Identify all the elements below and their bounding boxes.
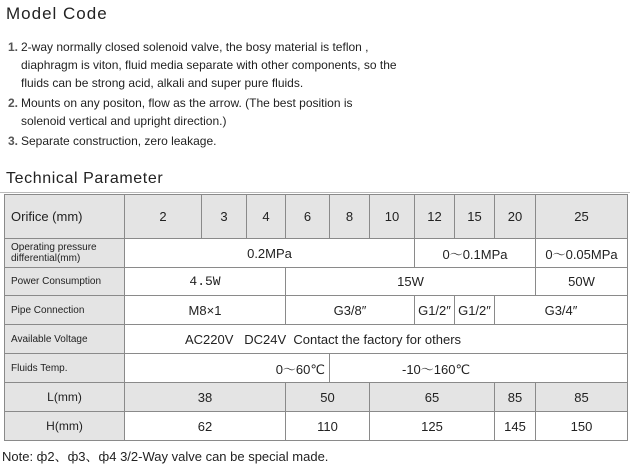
h-cell: 145 [495,412,536,441]
orifice-cell: 3 [202,195,247,239]
orifice-cell: 10 [370,195,415,239]
h-cell: 125 [370,412,495,441]
orifice-cell: 4 [247,195,286,239]
note-number: 2. [8,96,19,110]
technical-parameter-heading: Technical Parameter [6,170,164,187]
note-item [8,132,608,150]
table-row-h [5,412,628,441]
table-row-pressure [5,239,628,268]
pipe-cell: G1/2″ [455,296,495,325]
orifice-label: Orifice (mm) [5,195,125,239]
note-item [8,38,608,92]
temp-cell: -10～160℃ [330,354,628,383]
pipe-cell: G3/8″ [286,296,415,325]
temp-label: Fluids Temp. [5,354,125,383]
h-label: H(mm) [5,412,125,441]
table-row-l [5,383,628,412]
l-cell: 38 [125,383,286,412]
pressure-cell: 0～0.05MPa [536,239,628,268]
orifice-cell: 2 [125,195,202,239]
orifice-cell: 20 [495,195,536,239]
table-row-voltage [5,325,628,354]
note-line: fluids can be strong acid, alkali and super pure fluids. [21,76,304,90]
pressure-label: Operating pressure differential(mm) [5,239,125,268]
spec-table [4,194,628,441]
table-row-orifice [5,195,628,239]
pressure-cell: 0～0.1MPa [415,239,536,268]
pipe-cell: G1/2″ [415,296,455,325]
voltage-label: Available Voltage [5,325,125,354]
temp-cell: 0～60℃ [125,354,330,383]
note-item [8,94,608,130]
note-line: 2-way normally closed solenoid valve, the bosy material is teflon , [21,40,369,54]
power-label: Power Consumption [5,268,125,296]
orifice-cell: 12 [415,195,455,239]
power-cell: 4.5W [125,268,286,296]
footnote: Note: ф2、ф3、ф4 3/2-Way valve can be special made. [2,449,329,464]
pressure-cell: 0.2MPa [125,239,415,268]
l-cell: 50 [286,383,370,412]
h-cell: 62 [125,412,286,441]
l-cell: 85 [536,383,628,412]
orifice-cell: 25 [536,195,628,239]
orifice-cell: 8 [330,195,370,239]
power-cell: 15W [286,268,536,296]
note-line: solenoid vertical and upright direction.) [21,114,227,128]
voltage-cell: AC220V DC24V Contact the factory for others [125,325,628,354]
pipe-cell: G3/4″ [495,296,628,325]
note-number: 1. [8,40,19,54]
pipe-cell: M8×1 [125,296,286,325]
notes-list [8,38,608,152]
h-cell: 150 [536,412,628,441]
power-cell: 50W [536,268,628,296]
l-cell: 85 [495,383,536,412]
h-cell: 110 [286,412,370,441]
note-line: Separate construction, zero leakage. [21,134,217,148]
heading-divider [0,192,630,193]
pipe-label: Pipe Connection [5,296,125,325]
table-row-pipe [5,296,628,325]
note-line: Mounts on any positon, flow as the arrow. (The best position is [21,96,353,110]
model-code-heading: Model Code [6,4,108,23]
orifice-cell: 15 [455,195,495,239]
note-number: 3. [8,134,19,148]
l-cell: 65 [370,383,495,412]
l-label: L(mm) [5,383,125,412]
table-row-temp [5,354,628,383]
table-row-power [5,268,628,296]
note-line: diaphragm is viton, fluid media separate with other components, so the [21,58,397,72]
orifice-cell: 6 [286,195,330,239]
